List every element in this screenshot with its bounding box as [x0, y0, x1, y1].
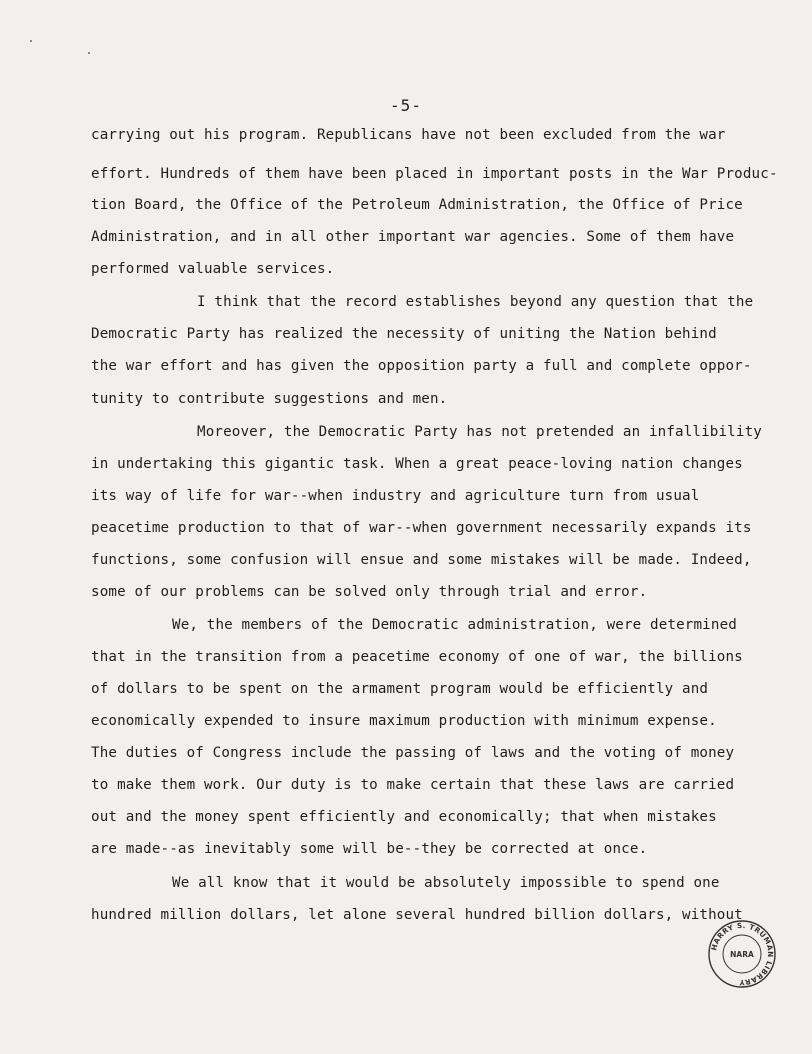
text-line: carrying out his program. Republicans have not been excluded from the war: [91, 127, 726, 143]
text-line: out and the money spent efficiently and economically; that when mistakes: [91, 809, 717, 825]
text-line: performed valuable services.: [91, 261, 335, 277]
page-number: -5-: [390, 96, 422, 115]
text-line: to make them work. Our duty is to make certain that these laws are carried: [91, 777, 735, 793]
text-line: hundred million dollars, let alone several hundred billion dollars, without: [91, 907, 743, 923]
text-line: We all know that it would be absolutely impossible to spend one: [172, 875, 720, 891]
stamp-center-text: NARA: [730, 950, 754, 959]
text-line: The duties of Congress include the passing of laws and the voting of money: [91, 745, 735, 761]
text-line: are made--as inevitably some will be--they be corrected at once.: [91, 841, 648, 857]
text-line: Democratic Party has realized the necessity of uniting the Nation behind: [91, 326, 717, 342]
text-line: functions, some confusion will ensue and some mistakes will be made. Indeed,: [91, 552, 752, 568]
text-line: Administration, and in all other important war agencies. Some of them have: [91, 229, 735, 245]
library-stamp: [706, 918, 778, 990]
text-line: tion Board, the Office of the Petroleum Administration, the Office of Price: [91, 197, 743, 213]
text-line: Moreover, the Democratic Party has not pretended an infallibility: [197, 424, 762, 440]
scan-speck: [88, 52, 90, 54]
scan-speck: [30, 40, 32, 42]
text-line: We, the members of the Democratic administration, were determined: [172, 617, 737, 633]
text-line: economically expended to insure maximum production with minimum expense.: [91, 713, 717, 729]
text-line: I think that the record establishes beyond any question that the: [197, 294, 754, 310]
stamp-ring-text: HARRY S. TRUMAN LIBRARY: [709, 920, 776, 988]
text-line: its way of life for war--when industry and agriculture turn from usual: [91, 488, 700, 504]
text-line: some of our problems can be solved only through trial and error.: [91, 584, 648, 600]
text-line: effort. Hundreds of them have been placed in important posts in the War Produc-: [91, 166, 778, 182]
text-line: peacetime production to that of war--when government necessarily expands its: [91, 520, 752, 536]
text-line: that in the transition from a peacetime economy of one of war, the billions: [91, 649, 743, 665]
text-line: of dollars to be spent on the armament program would be efficiently and: [91, 681, 709, 697]
text-line: tunity to contribute suggestions and men.: [91, 391, 448, 407]
text-line: in undertaking this gigantic task. When a great peace-loving nation changes: [91, 456, 743, 472]
text-line: the war effort and has given the opposition party a full and complete oppor-: [91, 358, 752, 374]
